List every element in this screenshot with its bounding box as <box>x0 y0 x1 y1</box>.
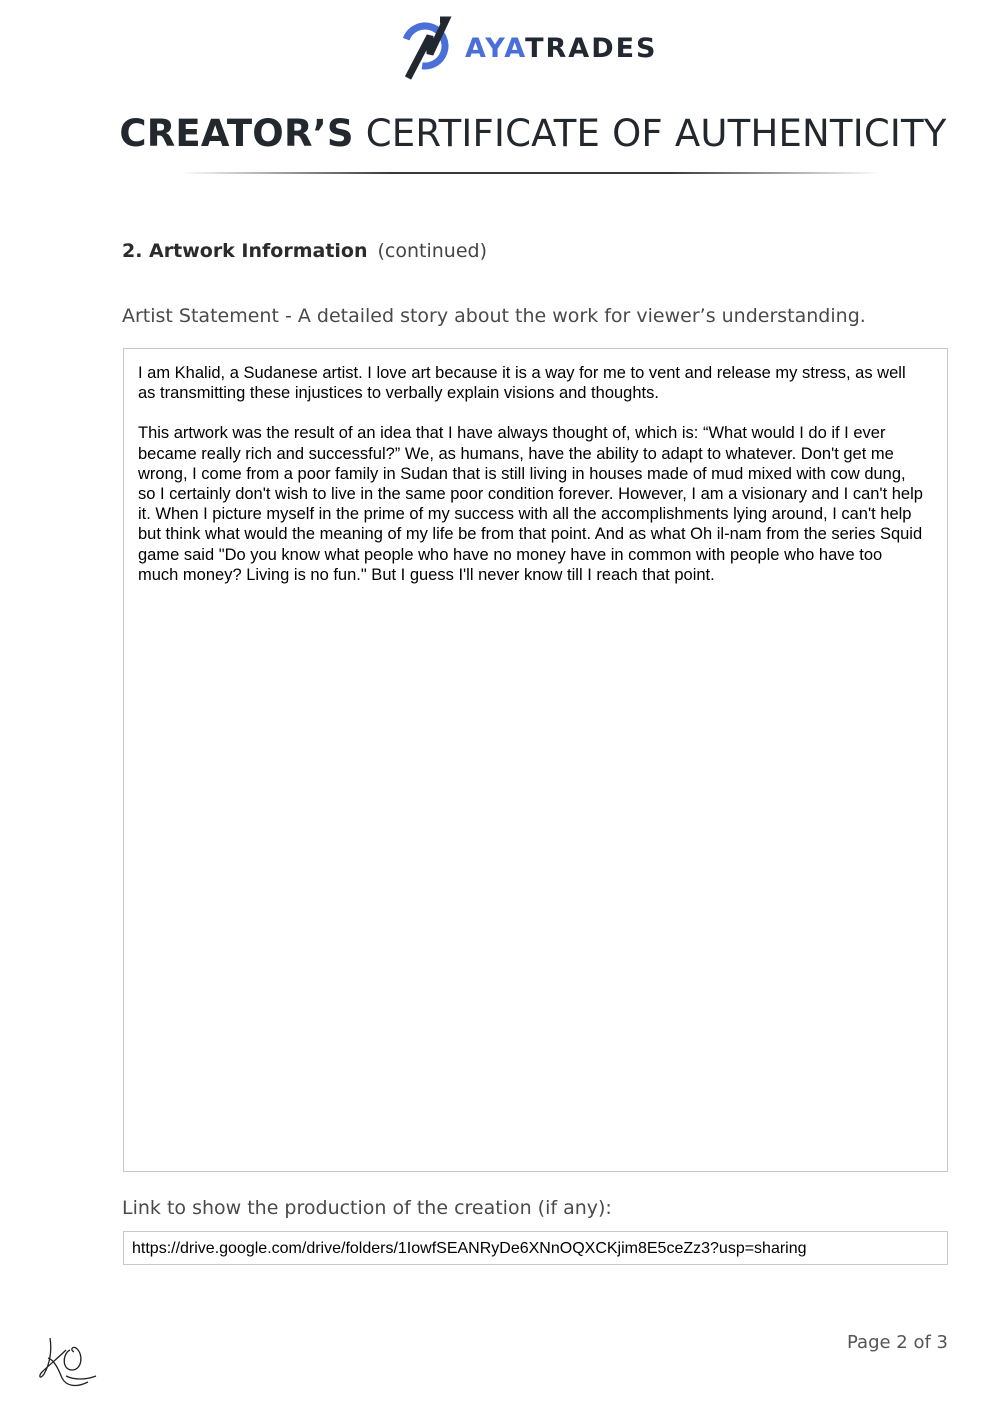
statement-paragraph: This artwork was the result of an idea that I have always thought of, which is: “What would I do if I ever became really rich and successful?” We, as humans, have the ability to adapt to whatever. Don't get me wrong, I come from a poor family in Sudan that is still living in houses made of mud mixed with cow dung, so I certainly don't wish to live in the same poor condition forever. However, I am a visionary and I can't help it. When I picture myself in the prime of my success with all the accomplishments lying around, I can't help but think what would the meaning of my life be from that point. And as what Oh il-nam from the series Squid game said "Do you know what people who have no money have in common with people who have too much money? Living is no fun." But I guess I'll never know till I reach that point. <box>138 424 923 584</box>
brand-wordmark-prefix: AYA <box>465 33 526 64</box>
signature <box>36 1328 106 1397</box>
brand-wordmark <box>465 33 658 64</box>
signature-mark <box>36 1328 106 1392</box>
title-divider <box>180 172 880 174</box>
production-link-label: Link to show the production of the creation (if any): <box>122 1197 612 1219</box>
page-number: Page 2 of 3 <box>847 1332 948 1353</box>
document-title-rest: CERTIFICATE OF AUTHENTICITY <box>365 112 947 155</box>
artist-statement-field[interactable] <box>123 348 948 1172</box>
artist-statement-label: Artist Statement - A detailed story about the work for viewer’s understanding. <box>122 305 866 327</box>
production-link-field[interactable]: https://drive.google.com/drive/folders/1IowfSEANRyDe6XNnOQXCKjim8E5ceZz3?usp=sharing <box>123 1231 948 1265</box>
section-continued-note: (continued) <box>377 240 488 262</box>
section-title: 2. Artwork Information <box>122 240 368 262</box>
ayatrades-logo-icon <box>400 16 460 86</box>
statement-paragraph: I am Khalid, a Sudanese artist. I love art because it is a way for me to vent and release my stress, as well as transmitting these injustices to verbally explain visions and thoughts. <box>138 364 906 403</box>
brand-wordmark-suffix: TRADES <box>525 33 658 64</box>
section-heading <box>122 240 487 262</box>
document-title <box>0 112 1000 155</box>
brand-logo <box>400 16 670 88</box>
document-title-bold: CREATOR’S <box>119 112 354 155</box>
